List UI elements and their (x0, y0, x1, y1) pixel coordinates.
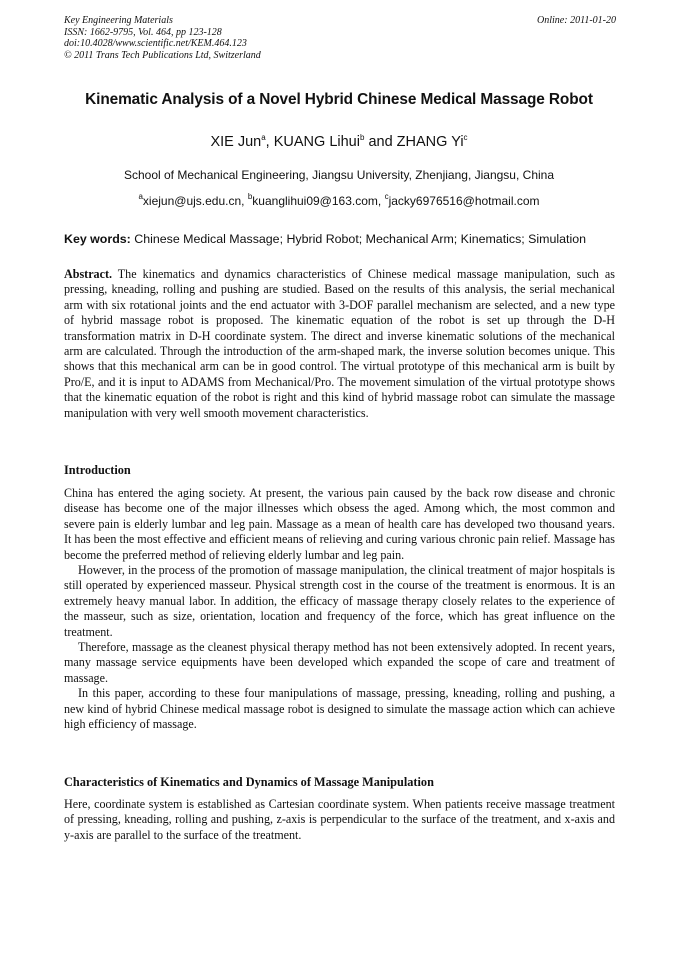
abstract-label: Abstract. (64, 267, 113, 281)
author-name: XIE Jun (210, 134, 262, 150)
author-affil-mark: a (261, 133, 266, 142)
paragraph: China has entered the aging society. At present, the various pain caused by the back row disease and chronic disease has become one of the major illnesses which obsess the aged. Among which, the most common and severe pain is elderly lumbar and leg pain. Massage as a mean of health care has developed two thousand years. It has been the most effective and efficient means of relieving and curing various chronic pain relief. Massage has become the preferred method of relieving elderly lumbar and leg pain. (64, 486, 615, 562)
journal-name: Key Engineering Materials (64, 15, 173, 26)
paper-title: Kinematic Analysis of a Novel Hybrid Chinese Medical Massage Robot (85, 91, 593, 108)
paragraph: In this paper, according to these four manipulations of massage, pressing, kneading, rolling and pushing, a new kind of hybrid Chinese medical massage robot is designed to simulate the massage action which can achieve high efficiency of massage. (64, 686, 615, 732)
author-affil-mark: b (359, 133, 365, 142)
keywords (64, 232, 624, 246)
doi-line: doi:10.4028/www.scientific.net/KEM.464.123 (64, 38, 247, 49)
author-affil-mark: c (463, 133, 468, 142)
email-link[interactable]: kuanglihui09@163.com (252, 194, 378, 208)
email-list: $^a$xiejun@ujs.edu.cn, $^b$kuanglihui09@163.com, $^c$jacky6976516@hotmail.com (138, 192, 540, 208)
keywords-text: Chinese Medical Massage; Hybrid Robot; Mechanical Arm; Kinematics; Simulation (134, 232, 587, 246)
introduction-body (64, 486, 615, 733)
abstract (64, 267, 615, 421)
section-heading-characteristics: Characteristics of Kinematics and Dynamics of Massage Manipulation (64, 775, 434, 789)
copyright-line: © 2011 Trans Tech Publications Ltd, Switzerland (64, 49, 261, 61)
characteristics-body (64, 797, 615, 843)
author-list: XIE Jun$^a$, KUANG Lihui$^b$ and ZHANG Yi$^c$ (210, 133, 468, 150)
issn-line: ISSN: 1662-9795, Vol. 464, pp 123-128 (64, 26, 222, 38)
section-heading-introduction: Introduction (64, 463, 131, 477)
abstract-text: The kinematics and dynamics characteristics of Chinese medical massage manipulation, such as pressing, kneading, rolling and pushing are studied. Based on the results of this analysis, the serial mechanical arm with six rotational joints and the end actuator with 3-DOF parallel mechanism are selected, and a new type of hybrid massage robot is proposed. The kinematic equation of the robot is set up through the D-H transformation matrix in D-H coordinate system. The direct and inverse kinematic solutions of the mechanical arm are calculated. Through the introduction of the arm-shaped mark, the inverse solution becomes unique. This shows that this mechanical arm can be in good control. The virtual prototype of this mechanical arm is built by Pro/E, and it is input to ADAMS from Mechanical/Pro. The movement simulation of the virtual prototype shows that the kinematic equation of the robot is right and this kind of hybrid massage robot can simulate the massage manipulation with very well smooth movement characteristics. (64, 267, 615, 420)
author-name: KUANG Lihui (273, 134, 360, 150)
email-link[interactable]: jacky6976516@hotmail.com (388, 194, 540, 208)
paragraph: Therefore, massage as the cleanest physical therapy method has not been extensively adopted. In recent years, many massage service equipments have been developed which expanded the scope of care and treatment of massage. (64, 640, 615, 685)
author-name: ZHANG Yi (396, 134, 464, 150)
keywords-label: Key words: (64, 232, 131, 246)
email-link[interactable]: xiejun@ujs.edu.cn (142, 194, 242, 208)
paragraph: However, in the process of the promotion of massage manipulation, the clinical treatment of major hospitals is still operated by experienced masseur. Physical strength cost in the course of the treatment is enormous. It is an extremely heavy manual labor. In addition, the efficacy of massage therapy closely relates to the experience of the masseur, such as size, orientation, location and frequency of the force, which has great influence on the treatment. (64, 563, 615, 639)
running-header (64, 15, 616, 61)
online-date: Online: 2011-01-20 (537, 15, 616, 26)
paragraph: Here, coordinate system is established as Cartesian coordinate system. When patients receive massage treatment of pressing, kneading, rolling and pushing, z-axis is perpendicular to the surface of the treatment, and x-axis and y-axis are parallel to the surface of the treatment. (64, 797, 615, 842)
affiliation: School of Mechanical Engineering, Jiangsu University, Zhenjiang, Jiangsu, China (123, 168, 555, 182)
